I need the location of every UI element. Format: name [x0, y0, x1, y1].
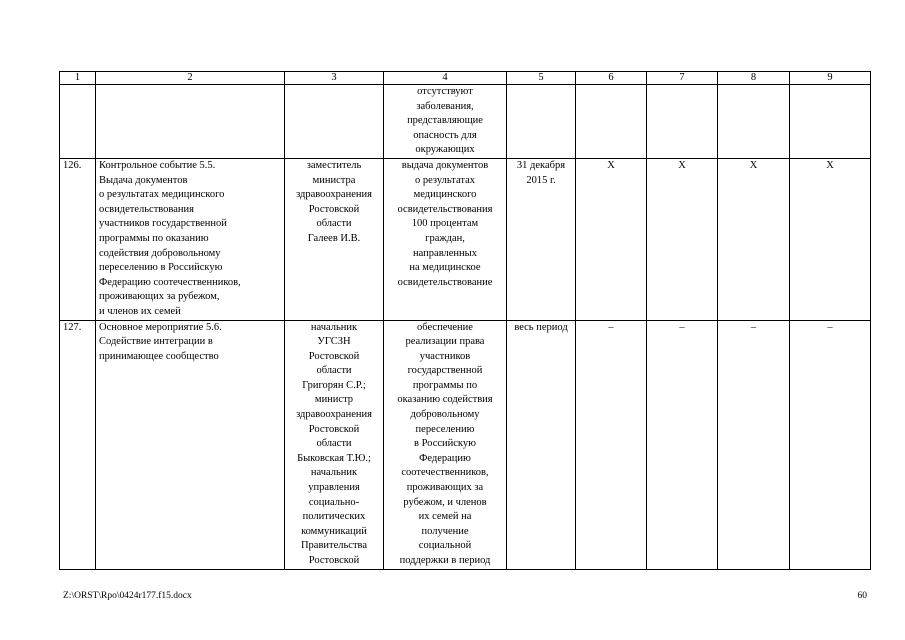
- text-line: области: [316, 365, 352, 377]
- text-line: реализации права: [405, 336, 485, 348]
- text-line: переселению в Российскую: [99, 262, 223, 274]
- continuation-col6-cell: [576, 85, 647, 159]
- text-line: 100 процентам: [411, 218, 479, 230]
- col7-cell: –: [647, 320, 718, 569]
- text-line: Галеев И.В.: [307, 232, 361, 244]
- text-line: их семей на: [418, 511, 472, 523]
- program-table: [59, 71, 871, 570]
- continuation-num-cell: [60, 85, 96, 159]
- text-line: заболевания,: [416, 100, 474, 112]
- text-line: и членов их семей: [99, 305, 181, 317]
- text-line: Григорян С.Р.;: [302, 379, 366, 391]
- text-line: Основное мероприятие 5.6.: [99, 321, 222, 333]
- text-line: Ростовской: [308, 350, 360, 362]
- text-line: о результатах медицинского: [99, 189, 225, 201]
- text-line: социально-: [308, 496, 360, 508]
- continuation-col2-cell: [96, 85, 285, 159]
- text-line: получение: [421, 525, 469, 537]
- text-line: начальник: [310, 467, 358, 479]
- text-line: Ростовской: [308, 423, 360, 435]
- text-line: начальник: [310, 321, 358, 333]
- text-line: государственной: [407, 365, 483, 377]
- col9-cell: –: [790, 320, 871, 569]
- text-line: Федерацию: [419, 452, 471, 464]
- text-line: участников государственной: [99, 218, 227, 230]
- expected-result-cell: [384, 320, 507, 569]
- text-line: здравоохранения: [296, 189, 372, 201]
- responsible-cell: [285, 320, 384, 569]
- table-row-continuation: [60, 85, 871, 159]
- row-number-cell: 126.: [60, 158, 96, 320]
- header-cell-4: 4: [384, 72, 507, 85]
- text-line: медицинского: [413, 189, 477, 201]
- text-line: управления: [308, 482, 360, 494]
- text-line: области: [316, 438, 352, 450]
- header-cell-6: 6: [576, 72, 647, 85]
- text-line: о результатах: [415, 174, 475, 186]
- col6-cell: Х: [576, 158, 647, 320]
- text-line: участников: [419, 350, 471, 362]
- text-line: обеспечение: [417, 321, 473, 333]
- text-line: Ростовской: [308, 555, 360, 566]
- text-line: в Российскую: [414, 438, 476, 450]
- text-line: Выдача документов: [99, 174, 188, 186]
- text-line: освидетельствования: [99, 203, 194, 215]
- event-description-cell: [96, 320, 285, 569]
- header-cell-8: 8: [718, 72, 790, 85]
- text-line: Ростовской: [308, 203, 360, 215]
- text-line: освидетельствование: [397, 276, 493, 288]
- text-line: переселению: [415, 423, 475, 435]
- header-cell-2: 2: [96, 72, 285, 85]
- text-line: политических: [302, 511, 366, 523]
- text-line: 2015 г.: [526, 174, 556, 186]
- text-line: Контрольное событие 5.5.: [99, 159, 216, 171]
- text-line: Быковская Т.Ю.;: [297, 452, 371, 464]
- text-line: направленных: [413, 247, 477, 259]
- row-number-cell: 127.: [60, 320, 96, 569]
- continuation-result-cell: [384, 85, 507, 159]
- page-number: 60: [857, 591, 867, 601]
- text-line: 31 декабря: [516, 159, 566, 171]
- text-line: добровольному: [410, 409, 480, 421]
- text-line: выдача документов: [401, 159, 489, 171]
- text-line: Федерацию соотечественников,: [99, 276, 241, 288]
- continuation-col9-cell: [790, 85, 871, 159]
- text-line: рубежом, и членов: [403, 496, 487, 508]
- text-line: оказанию содействия: [397, 394, 493, 406]
- header-cell-7: 7: [647, 72, 718, 85]
- continuation-col8-cell: [718, 85, 790, 159]
- text-line: министр: [314, 394, 354, 406]
- text-line: на медицинское: [409, 262, 481, 274]
- col8-cell: Х: [718, 158, 790, 320]
- text-line: Правительства: [300, 540, 368, 552]
- continuation-col3-cell: [285, 85, 384, 159]
- event-description-cell: [96, 158, 285, 320]
- header-row: [60, 72, 871, 85]
- header-cell-5: 5: [507, 72, 576, 85]
- header-cell-3: 3: [285, 72, 384, 85]
- text-line: заместитель: [306, 159, 362, 171]
- col9-cell: Х: [790, 158, 871, 320]
- text-line: Содействие интеграции в: [99, 336, 213, 348]
- responsible-cell: [285, 158, 384, 320]
- text-line: министра: [312, 174, 356, 186]
- text-line: области: [316, 218, 352, 230]
- text-line: программы по оказанию: [99, 232, 209, 244]
- table-row-127: [60, 320, 871, 569]
- col7-cell: Х: [647, 158, 718, 320]
- footer-file-path: Z:\ORST\Rpo\0424r177.f15.docx: [63, 591, 192, 601]
- text-line: проживающих за рубежом,: [99, 291, 220, 303]
- col8-cell: –: [718, 320, 790, 569]
- header-cell-9: 9: [790, 72, 871, 85]
- text-line: УГСЗН: [317, 336, 351, 348]
- text-line: опасность для: [413, 129, 477, 141]
- text-line: освидетельствования: [397, 203, 493, 215]
- text-line: проживающих за: [406, 482, 484, 494]
- text-line: соотечественников,: [401, 467, 489, 479]
- text-line: окружающих: [415, 144, 475, 156]
- deadline-cell: весь период: [507, 320, 576, 569]
- text-line: социальной: [418, 540, 472, 552]
- text-line: представляющие: [407, 115, 483, 127]
- text-line: коммуникаций: [301, 525, 367, 537]
- header-cell-1: 1: [60, 72, 96, 85]
- text-line: принимающее сообщество: [99, 350, 219, 362]
- text-line: здравоохранения: [296, 409, 372, 421]
- col6-cell: –: [576, 320, 647, 569]
- text-line: отсутствуют: [417, 86, 473, 97]
- expected-result-cell: [384, 158, 507, 320]
- continuation-col5-cell: [507, 85, 576, 159]
- text-line: поддержки в период: [399, 555, 491, 566]
- text-line: содействия добровольному: [99, 247, 221, 259]
- deadline-cell: [507, 158, 576, 320]
- continuation-col7-cell: [647, 85, 718, 159]
- text-line: программы по: [412, 379, 478, 391]
- text-line: граждан,: [425, 232, 465, 244]
- table-row-126: [60, 158, 871, 320]
